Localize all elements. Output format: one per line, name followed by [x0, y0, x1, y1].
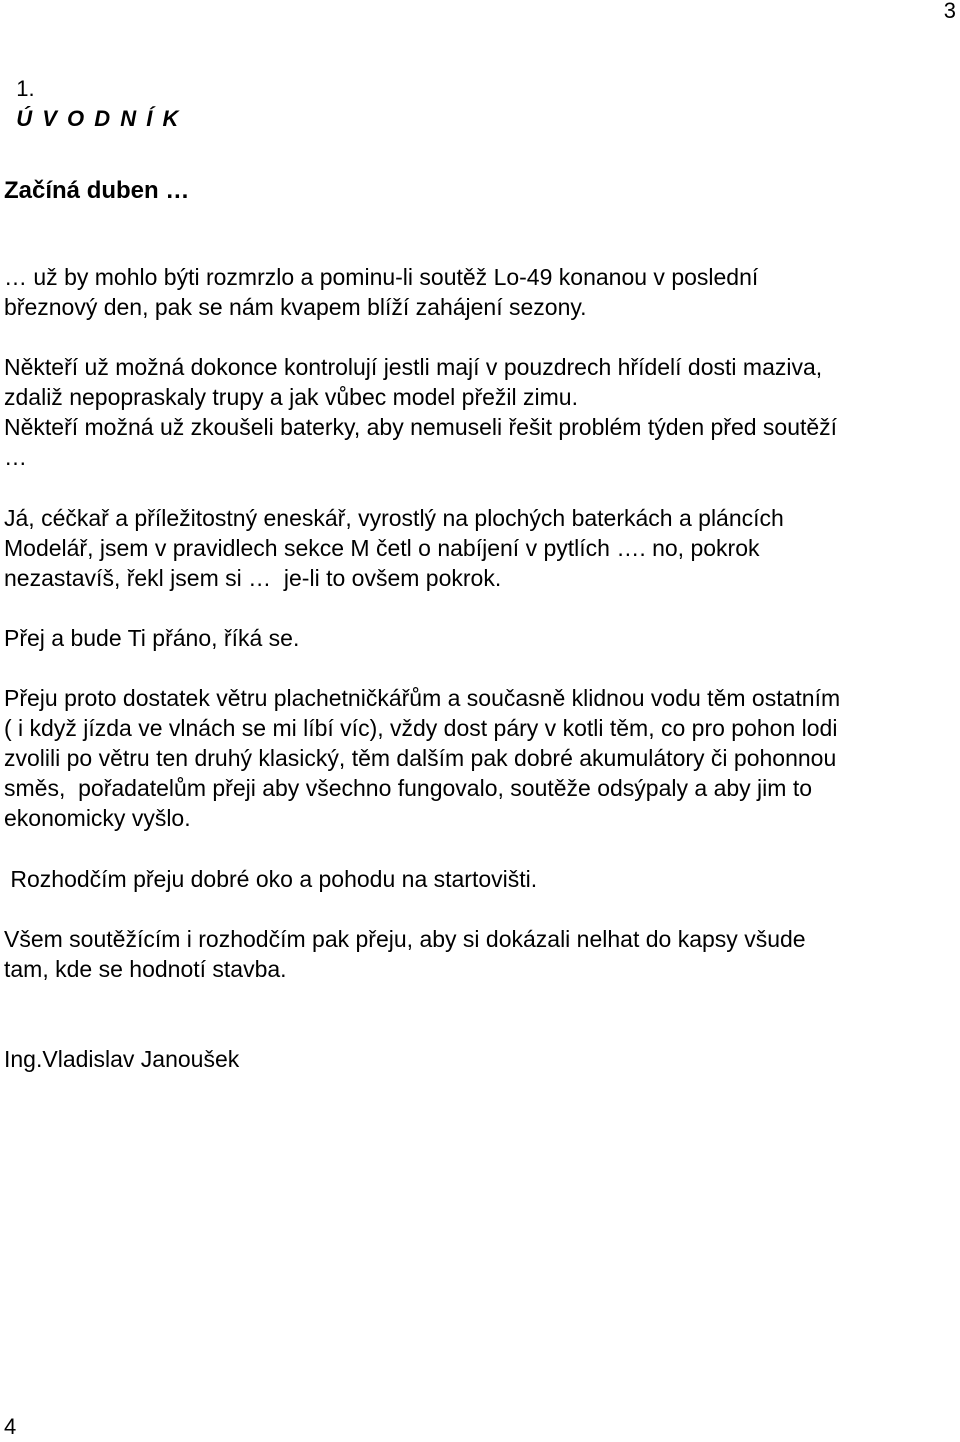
text-line: Někteří už možná dokonce kontrolují jestli mají v pouzdrech hřídelí dosti maziva,: [4, 354, 823, 380]
text-line: Přeju proto dostatek větru plachetničkářům a současně klidnou vodu těm ostatním: [4, 685, 841, 711]
text-line: Rozhodčím přeju dobré oko a pohodu na startovišti.: [4, 866, 538, 892]
text-line: …: [4, 444, 27, 470]
text-line: zdaliž nepopraskaly trupy a jak vůbec model přežil zimu.: [4, 384, 578, 410]
text-line: březnový den, pak se nám kvapem blíží zahájení sezony.: [4, 294, 587, 320]
text-line: ekonomicky vyšlo.: [4, 805, 191, 831]
text-line: Někteří možná už zkoušeli baterky, aby nemuseli řešit problém týden před soutěží: [4, 414, 838, 440]
page-number-top: 3: [943, 0, 956, 23]
text-line: … už by mohlo býti rozmrzlo a pominu-li soutěž Lo-49 konanou v poslední: [4, 264, 759, 290]
text-line: ( i když jízda ve vlnách se mi líbí víc), vždy dost páry v kotli těm, co pro pohon lodi: [4, 715, 838, 741]
page-number-bottom: 4: [4, 1414, 17, 1439]
text-line: Všem soutěžícím i rozhodčím pak přeju, aby si dokázali nelhat do kapsy všude: [4, 926, 806, 952]
text-line: zvolili po větru ten druhý klasický, těm dalším pak dobré akumulátory či pohonnou: [4, 745, 837, 771]
text-line: tam, kde se hodnotí stavba.: [4, 956, 287, 982]
text-line: Já, céčkař a příležitostný eneskář, vyrostlý na plochých baterkách a pláncích: [4, 505, 784, 531]
section-title: Ú V O D N Í K: [16, 106, 181, 131]
text-line: Modelář, jsem v pravidlech sekce M četl o nabíjení v pytlích …. no, pokrok: [4, 535, 760, 561]
signature: Ing.Vladislav Janoušek: [4, 1046, 240, 1072]
subtitle: Začíná duben …: [4, 177, 190, 204]
section-number: 1.: [16, 76, 35, 101]
text-line: nezastavíš, řekl jsem si … je-li to ovšem pokrok.: [4, 565, 502, 591]
text-line: Přej a bude Ti přáno, říká se.: [4, 625, 300, 651]
section-heading: [4, 44, 180, 134]
text-line: směs, pořadatelům přeji aby všechno fungovalo, soutěže odsýpaly a aby jim to: [4, 775, 812, 801]
